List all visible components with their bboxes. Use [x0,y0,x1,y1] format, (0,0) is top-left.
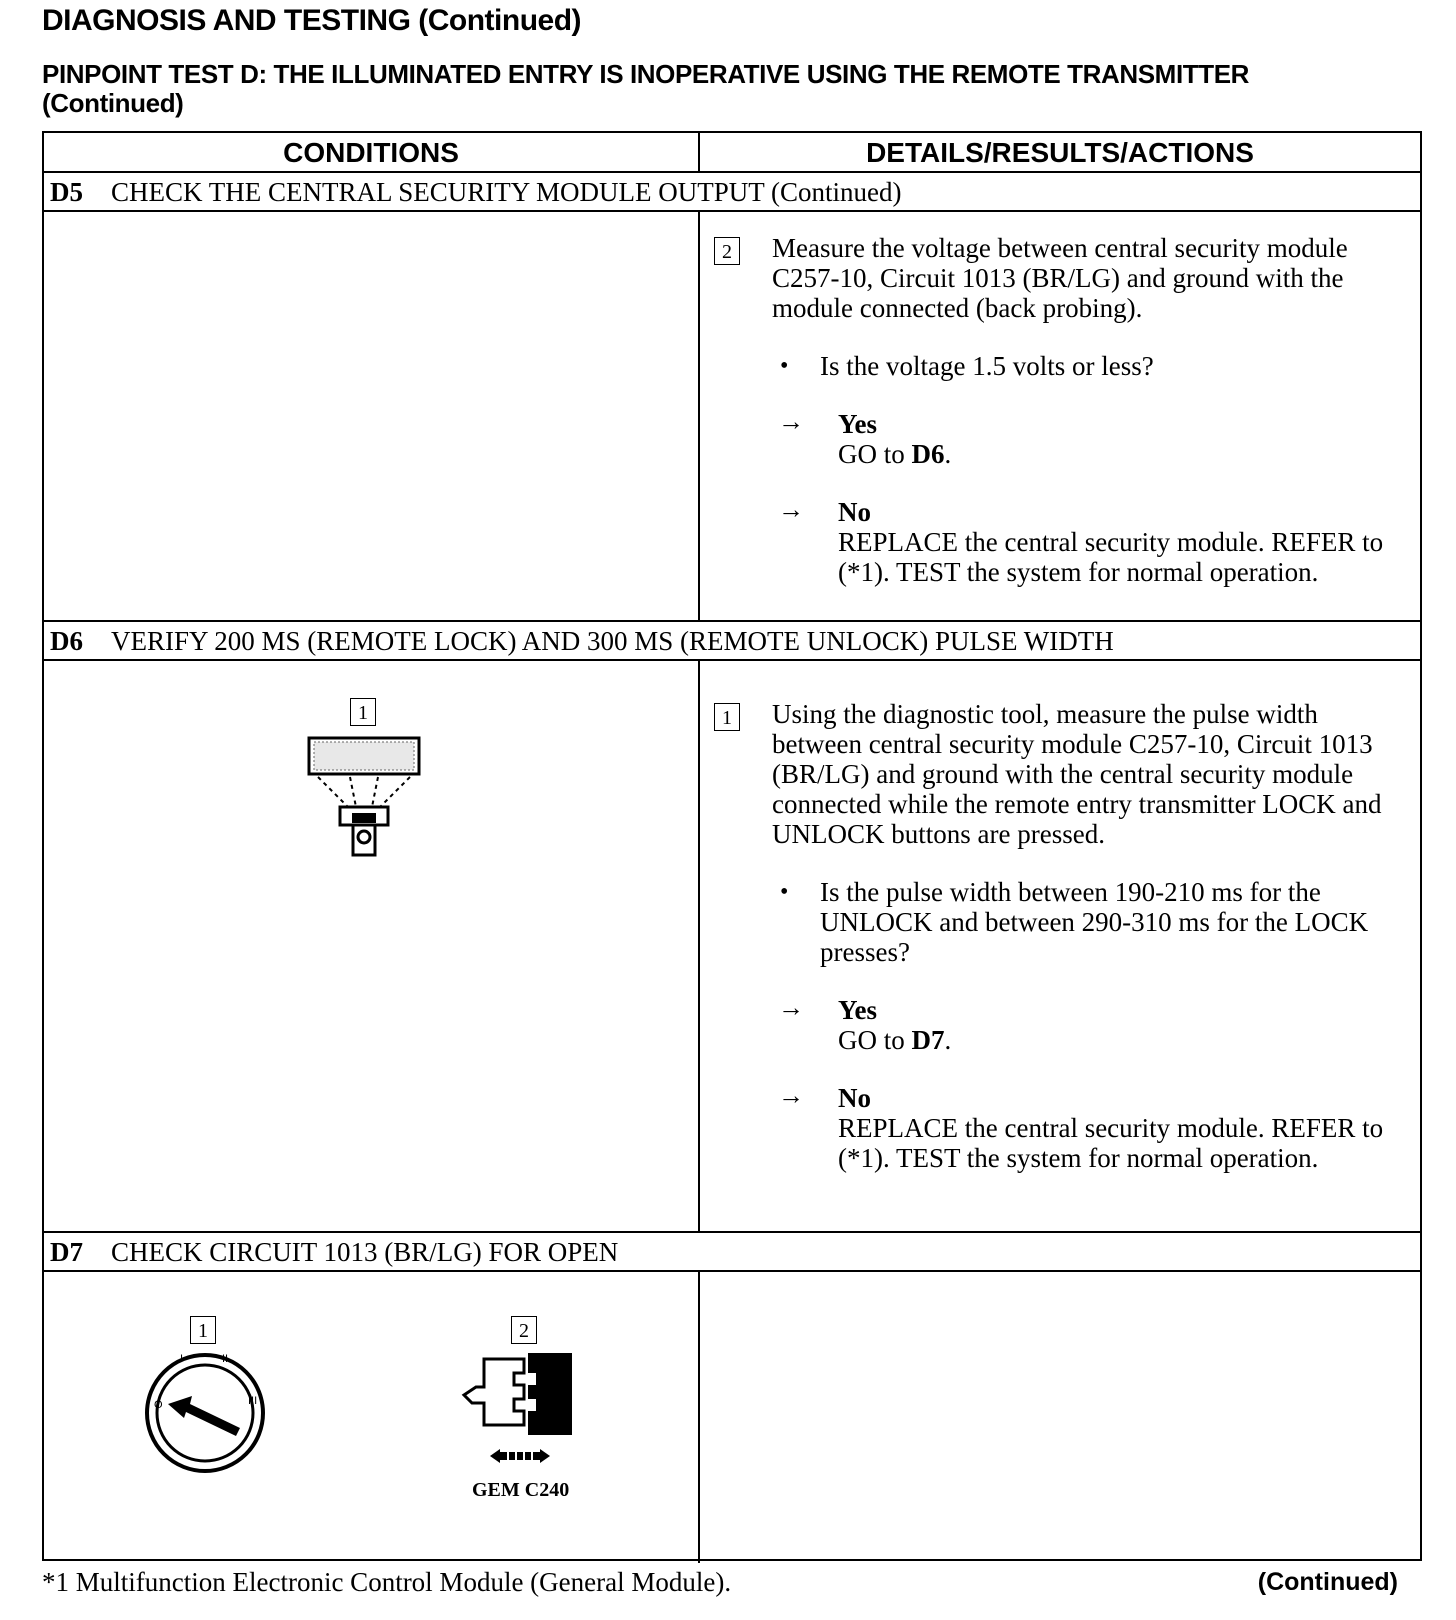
diagnostic-table [42,131,1422,1561]
step-d6-title: VERIFY 200 MS (REMOTE LOCK) AND 300 MS (REMOTE UNLOCK) PULSE WIDTH [111,626,1114,656]
no-action: REPLACE the central security module. REFER to (*1). TEST the system for normal operation. [838,527,1384,587]
continued-label: (Continued) [1257,1568,1398,1596]
step-d5-question: • Is the voltage 1.5 volts or less? [820,351,1384,381]
arrow-icon: → [778,993,804,1022]
goto-link-d6[interactable]: D6 [911,439,945,469]
step-d6-no-branch [778,1081,1384,1173]
rule [44,1270,1420,1272]
yes-action: GO to D7. [838,1025,952,1055]
step-d5-yes-branch [778,407,1384,469]
step-d6-yes-branch [778,993,1384,1055]
step-d5-id: D5 [50,177,83,207]
ignition-pos-0: O [154,1399,163,1411]
yes-label: Yes [838,995,877,1025]
step-d5-header [50,172,901,212]
step-d6-instruction: Using the diagnostic tool, measure the pulse width between central security module C257-10, Circuit 1013 (BR/LG) and ground with the central security module connected while the remote entry transmitter LOCK and UNLOCK buttons are pressed. [772,699,1382,849]
goto-link-d7[interactable]: D7 [911,1025,945,1055]
connector-label: GEM C240 [472,1479,570,1501]
pinpoint-test-title: PINPOINT TEST D: THE ILLUMINATED ENTRY IS INOPERATIVE USING THE REMOTE TRANSMITTER (Continued) [42,59,1250,118]
step-d7-id: D7 [50,1237,83,1267]
step-d6-id: D6 [50,626,83,656]
step-number-box: 1 [714,703,740,731]
arrow-icon: → [778,495,804,524]
yes-label: Yes [838,409,877,439]
footnote: *1 Multifunction Electronic Control Module (General Module). [42,1567,732,1597]
rule [44,659,1420,661]
arrow-icon: → [778,407,804,436]
column-divider [698,1271,700,1563]
step-d5-action [714,233,1384,587]
no-label: No [838,497,871,527]
step-d6-header [50,621,1114,661]
header-divider [698,133,700,173]
yes-action: GO to D6. [838,439,952,469]
rule [44,210,1420,212]
column-divider [698,211,700,621]
step-number-box: 2 [714,237,740,265]
ignition-pos-3: III [248,1395,258,1407]
conditions-header: CONDITIONS [283,137,459,168]
no-label: No [838,1083,871,1113]
step-d5-no-branch [778,495,1384,587]
figure-number-box: 2 [511,1316,537,1344]
ignition-pos-2: II [222,1353,229,1365]
step-d5-instruction: Measure the voltage between central security module C257-10, Circuit 1013 (BR/LG) and ground with the module connected (back probing). [772,233,1348,323]
no-action: REPLACE the central security module. REFER to (*1). TEST the system for normal operation. [838,1113,1384,1173]
step-d6-question: • Is the pulse width between 190-210 ms for the UNLOCK and between 290-310 ms for the LOCK presses? [820,877,1384,967]
details-header: DETAILS/RESULTS/ACTIONS [866,137,1254,168]
figure-number-box: 1 [190,1316,216,1344]
step-d5-title: CHECK THE CENTRAL SECURITY MODULE OUTPUT (Continued) [111,177,902,207]
step-d6-action [714,699,1384,1173]
arrow-icon: → [778,1081,804,1110]
ignition-pos-1: I [180,1353,184,1365]
ignition-switch-icon [140,1348,270,1478]
page-title: DIAGNOSIS AND TESTING (Continued) [42,4,582,37]
column-divider [698,660,700,1232]
step-d7-title: CHECK CIRCUIT 1013 (BR/LG) FOR OPEN [111,1237,619,1267]
figure-number-box: 1 [350,698,376,726]
connector-icon [456,1351,586,1471]
step-d7-header [50,1232,618,1272]
diagnostic-tool-icon [304,733,424,863]
